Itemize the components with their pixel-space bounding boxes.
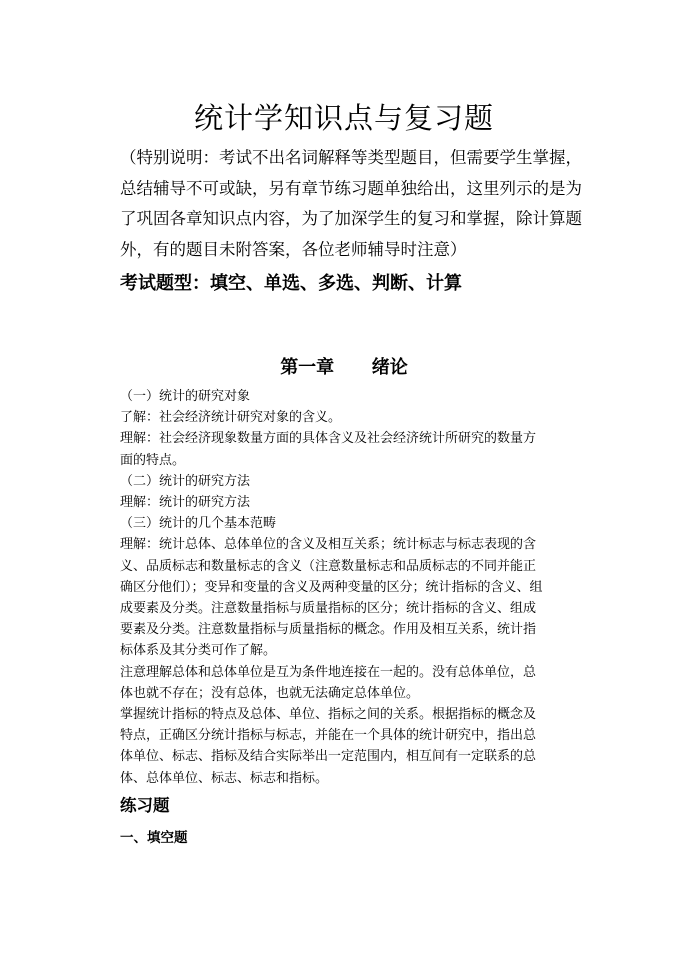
body-line: 理解：社会经济现象数量方面的具体含义及社会经济统计所研究的数量方 bbox=[120, 431, 537, 447]
body-line: 理解：统计的研究方法 bbox=[120, 495, 251, 511]
body-line: 体、总体单位、标志、标志和指标。 bbox=[120, 770, 329, 786]
note-line: 了巩固各章知识点内容，为了加深学生的复习和掌握，除计算题 bbox=[120, 209, 582, 228]
page-title: 统计学知识点与复习题 bbox=[193, 101, 494, 135]
body-line: 特点，正确区分统计指标与标志，并能在一个具体的统计研究中，指出总 bbox=[120, 728, 537, 744]
note-line: 总结辅导不可或缺，另有章节练习题单独给出，这里列示的是为 bbox=[120, 178, 582, 198]
body-line: （一）统计的研究对象 bbox=[120, 389, 251, 404]
special-note bbox=[120, 143, 580, 265]
body-line: 成要素及分类。注意数量指标与质量指标的区分；统计指标的含义、组成 bbox=[120, 601, 537, 617]
body-line: （三）统计的几个基本范畴 bbox=[120, 516, 277, 532]
body-line: 注意理解总体和总体单位是互为条件地连接在一起的。没有总体单位，总 bbox=[120, 664, 537, 680]
practice-heading: 练习题 bbox=[120, 796, 170, 815]
fill-in-blank-heading: 一、填空题 bbox=[120, 830, 188, 846]
body-line: 理解：统计总体、总体单位的含义及相互关系；统计标志与标志表现的含 bbox=[120, 537, 537, 553]
chapter-title: 第一章 绪论 bbox=[280, 357, 408, 378]
note-line: （特别说明：考试不出名词解释等类型题目，但需要学生掌握， bbox=[120, 148, 582, 167]
exam-types-heading: 考试题型：填空、单选、多选、判断、计算 bbox=[120, 273, 462, 294]
body-line: 义、品质标志和数量标志的含义（注意数量标志和品质标志的不同并能正 bbox=[120, 558, 537, 574]
body-line: 要素及分类。注意数量指标与质量指标的概念。作用及相互关系，统计指 bbox=[120, 622, 537, 638]
body-line: 掌握统计指标的特点及总体、单位、指标之间的关系。根据指标的概念及 bbox=[120, 707, 537, 723]
note-line: 外，有的题目未附答案，各位老师辅导时注意） bbox=[120, 239, 467, 259]
body-line: 了解：社会经济统计研究对象的含义。 bbox=[120, 410, 342, 426]
body-line: （二）统计的研究方法 bbox=[120, 473, 251, 489]
body-line: 体单位、标志、指标及结合实际举出一定范围内，相互间有一定联系的总 bbox=[120, 749, 537, 765]
body-line: 标体系及其分类可作了解。 bbox=[120, 643, 277, 659]
body-line: 面的特点。 bbox=[120, 452, 186, 468]
body-line: 确区分他们）；变异和变量的含义及两种变量的区分；统计指标的含义、组 bbox=[120, 579, 543, 595]
chapter-body bbox=[120, 386, 580, 789]
body-line: 体也就不存在；没有总体，也就无法确定总体单位。 bbox=[120, 685, 420, 701]
